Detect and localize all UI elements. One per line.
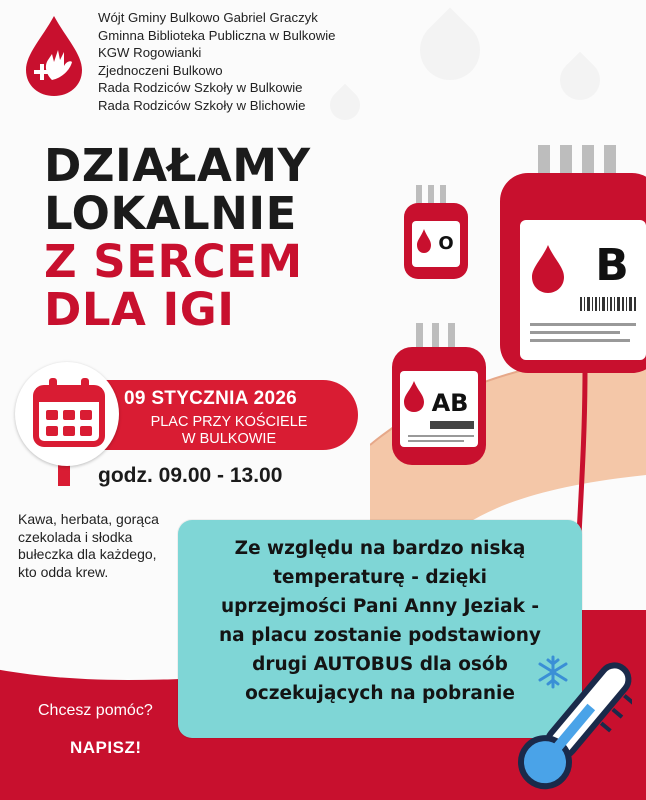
background-drop: [408, 8, 493, 93]
event-place-line1: PLAC PRZY KOŚCIELE: [150, 414, 308, 430]
headline-line: DZIAŁAMY: [44, 139, 311, 192]
headline-line: LOKALNIE: [44, 187, 297, 240]
notice-line: uprzejmości Pani Anny Jeziak -: [220, 596, 540, 617]
notice-line: temperaturę - dzięki: [273, 567, 487, 588]
event-hours: godz. 09.00 - 13.00: [98, 464, 283, 487]
event-place-line2: W BULKOWIE: [181, 431, 277, 447]
help-cta: NAPISZ!: [70, 738, 142, 757]
blood-bag-large: [500, 145, 646, 373]
organizers-list: [98, 9, 336, 115]
notice-line: oczekujących na pobranie: [245, 683, 515, 704]
blood-type-ab: AB: [431, 389, 469, 417]
blood-bag-small-mid: [392, 323, 486, 465]
calendar-icon: [24, 368, 114, 458]
help-question: Chcesz pomóc?: [38, 702, 153, 719]
notice-line: Ze względu na bardzo niską: [234, 538, 526, 559]
organizer-item: Wójt Gminy Bulkowo Gabriel Graczyk: [98, 10, 318, 25]
background-drop: [552, 52, 609, 109]
organizer-item: Rada Rodziców Szkoły w Bulkowie: [98, 80, 303, 96]
thermometer-icon: [512, 660, 632, 800]
headline-line: DLA IGI: [44, 283, 235, 336]
blood-type-o: O: [438, 233, 454, 254]
headline: [44, 139, 311, 336]
notice-line: na placu zostanie podstawiony: [219, 625, 541, 646]
blood-bag-small-top: [404, 185, 468, 279]
organizer-item: Gminna Biblioteka Publiczna w Bulkowie: [98, 27, 336, 43]
blood-drop-hands-logo: [22, 14, 86, 98]
organizer-item: Zjednoczeni Bulkowo: [98, 62, 223, 78]
headline-line: Z SERCEM: [44, 235, 303, 288]
event-date: 09 STYCZNIA 2026: [124, 388, 298, 409]
notice-line: drugi AUTOBUS dla osób: [252, 654, 508, 675]
organizer-item: KGW Rogowianki: [98, 45, 202, 61]
organizer-item: Rada Rodziców Szkoły w Blichowie: [98, 97, 306, 113]
blood-type-b: B: [595, 240, 629, 291]
perks-text: Kawa, herbata, gorąca czekolada i słodka bułeczka dla każdego, kto odda krew.: [18, 511, 159, 580]
